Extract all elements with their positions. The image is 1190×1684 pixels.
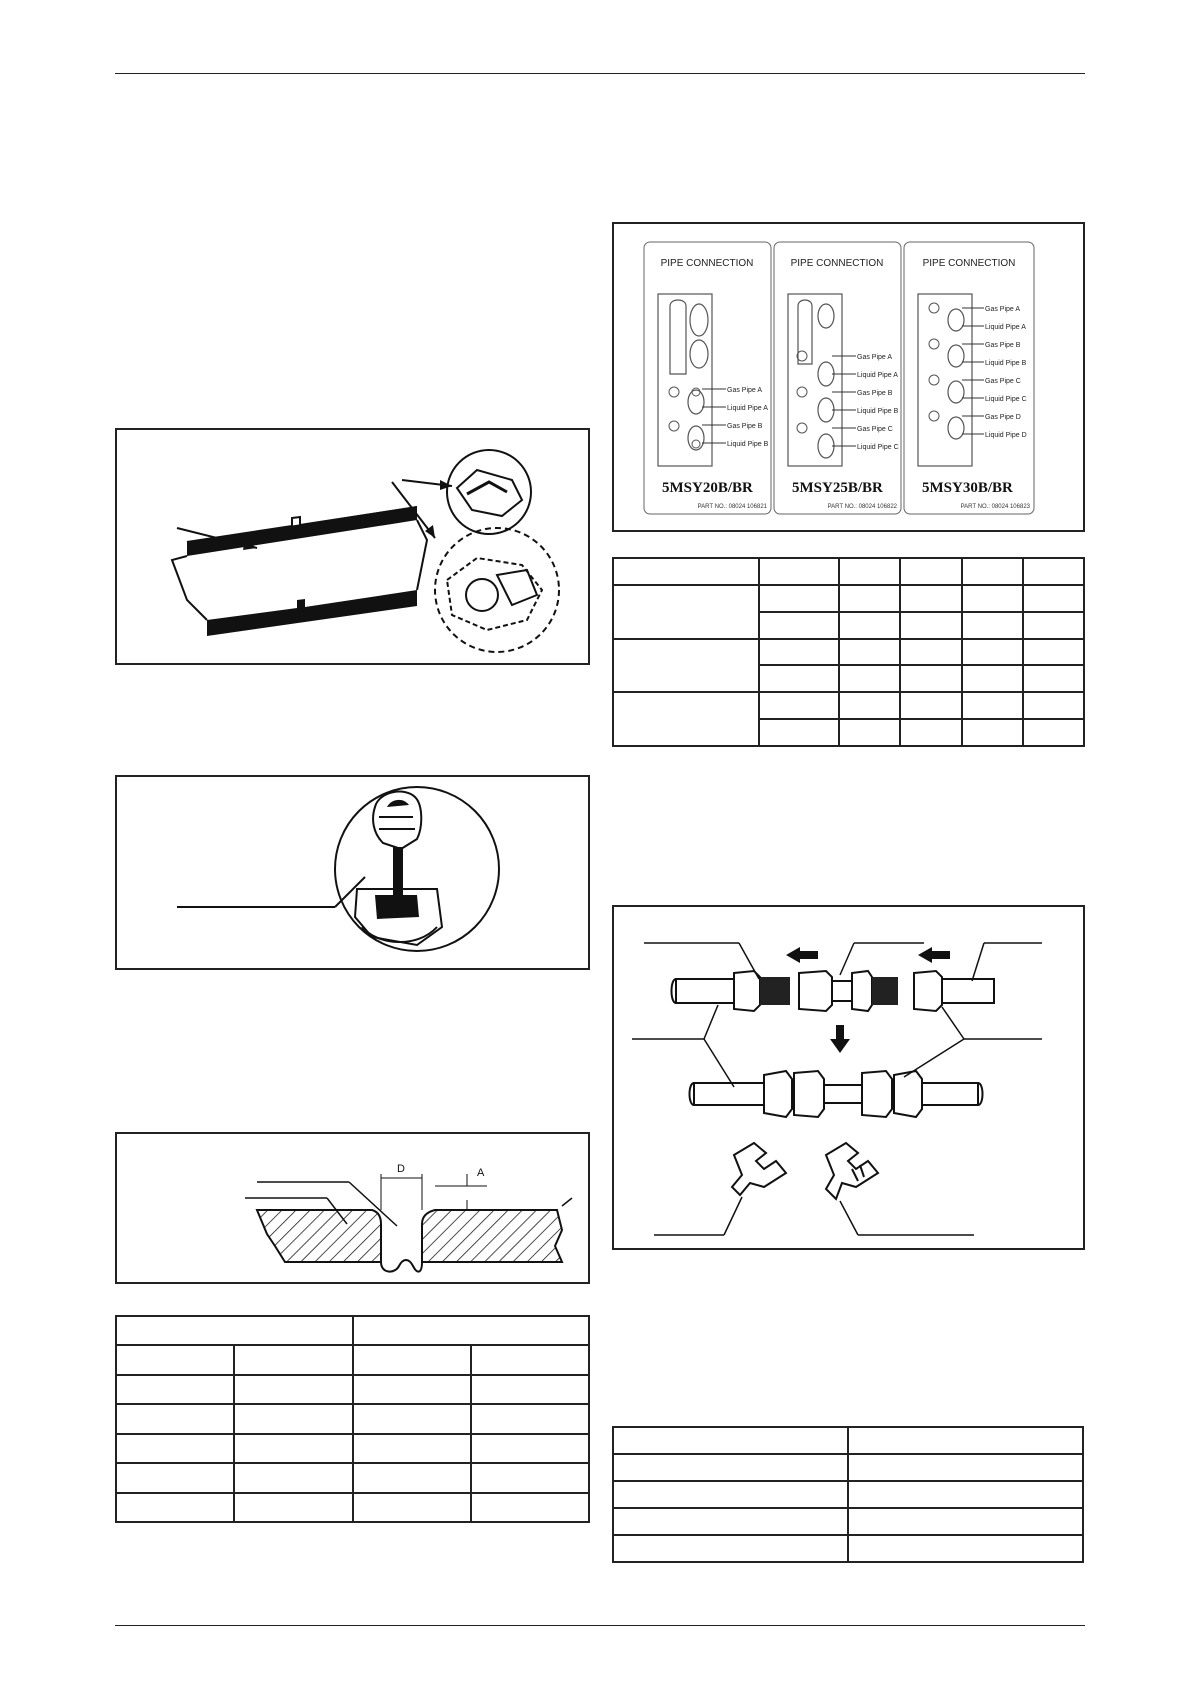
port-label: Liquid Pipe B [727, 441, 769, 448]
footer-rule [115, 1625, 1085, 1626]
table-row [613, 1481, 1083, 1508]
model-name: 5MSY20B/BR [662, 480, 753, 496]
table-cell [613, 639, 759, 693]
part-number: PART NO.: 08024 106821 [697, 504, 767, 510]
port-label: Liquid Pipe B [985, 360, 1027, 367]
table-row [613, 1427, 1083, 1454]
table-cell [471, 1463, 589, 1492]
torque-table [612, 1426, 1084, 1563]
table-cell [848, 1481, 1083, 1508]
table-cell [759, 585, 839, 612]
flare-dimension-figure [115, 1132, 590, 1284]
table-cell [759, 558, 839, 585]
table-row [613, 1535, 1083, 1562]
table-row [116, 1375, 589, 1404]
table-cell [116, 1463, 234, 1492]
model-name: 5MSY30B/BR [922, 480, 1013, 496]
table-cell [353, 1404, 471, 1433]
table-cell [759, 612, 839, 639]
port-label: Liquid Pipe A [727, 405, 768, 412]
pipe-cutting-figure [115, 428, 590, 665]
port-label: Gas Pipe B [857, 390, 893, 397]
table-cell [848, 1427, 1083, 1454]
table-cell [116, 1404, 234, 1433]
table-cell [234, 1493, 352, 1522]
table-row [116, 1345, 589, 1374]
port-label: Gas Pipe C [857, 426, 893, 433]
table-cell [839, 665, 900, 692]
part-number: PART NO.: 08024 106822 [827, 504, 897, 510]
table-cell [613, 585, 759, 639]
port-label: Gas Pipe B [727, 423, 763, 430]
table-row [613, 692, 1084, 719]
table-cell [353, 1493, 471, 1522]
table-cell [848, 1508, 1083, 1535]
port-label: Gas Pipe B [985, 342, 1021, 349]
port-label: Gas Pipe A [857, 354, 893, 361]
table-cell [1023, 639, 1084, 666]
table-cell [1023, 665, 1084, 692]
table-cell [900, 612, 961, 639]
table-cell [839, 719, 900, 746]
table-cell [471, 1404, 589, 1433]
flare-nut-connection-illustration [614, 907, 1087, 1252]
deburring-illustration [117, 777, 592, 972]
table-cell [353, 1375, 471, 1404]
table-cell [1023, 719, 1084, 746]
table-cell [962, 665, 1023, 692]
table-cell [839, 612, 900, 639]
panel-heading: PIPE CONNECTION [790, 258, 884, 269]
table-cell [962, 719, 1023, 746]
port-label: Gas Pipe A [727, 387, 763, 394]
table-cell [900, 558, 961, 585]
table-row [116, 1434, 589, 1463]
part-number: PART NO.: 08024 106823 [960, 504, 1030, 510]
table-cell [759, 665, 839, 692]
table-cell [613, 1454, 848, 1481]
port-label: Gas Pipe C [985, 378, 1021, 385]
table-cell [234, 1404, 352, 1433]
table-row [613, 1508, 1083, 1535]
pipe-size-table [612, 557, 1085, 747]
table-cell [116, 1316, 353, 1345]
table-cell [839, 639, 900, 666]
table-cell [353, 1316, 590, 1345]
table-cell [900, 665, 961, 692]
table-cell [116, 1345, 234, 1374]
table-cell [759, 639, 839, 666]
table-row [116, 1493, 589, 1522]
pipe-connection-labels [614, 224, 1087, 534]
pipe-connection-figure [612, 222, 1085, 532]
table-row [613, 1454, 1083, 1481]
table-cell [613, 692, 759, 746]
table-cell [962, 612, 1023, 639]
table-cell [613, 1481, 848, 1508]
table-cell [900, 639, 961, 666]
flare-dimension-illustration [117, 1134, 592, 1286]
deburring-figure [115, 775, 590, 970]
table-cell [613, 1535, 848, 1562]
table-cell [613, 1508, 848, 1535]
table-cell [839, 558, 900, 585]
table-row [613, 639, 1084, 666]
table-row [116, 1463, 589, 1492]
table-cell [353, 1434, 471, 1463]
table-cell [900, 719, 961, 746]
table-cell [900, 585, 961, 612]
table-row [613, 558, 1084, 585]
port-label: Liquid Pipe A [985, 324, 1026, 331]
table-cell [962, 558, 1023, 585]
table-cell [839, 692, 900, 719]
port-label: Gas Pipe D [985, 414, 1021, 421]
table-cell [848, 1535, 1083, 1562]
table-cell [962, 692, 1023, 719]
table-cell [613, 558, 759, 585]
table-cell [471, 1434, 589, 1463]
flare-size-table [115, 1315, 590, 1523]
table-cell [613, 1427, 848, 1454]
table-cell [1023, 585, 1084, 612]
port-label: Liquid Pipe B [857, 408, 899, 415]
port-label: Liquid Pipe D [985, 432, 1027, 439]
table-cell [900, 692, 961, 719]
table-cell [1023, 558, 1084, 585]
header-rule [115, 73, 1085, 74]
table-cell [116, 1434, 234, 1463]
table-row [116, 1404, 589, 1433]
table-cell [471, 1493, 589, 1522]
table-cell [1023, 612, 1084, 639]
table-cell [116, 1375, 234, 1404]
table-cell [234, 1345, 352, 1374]
table-cell [353, 1463, 471, 1492]
dimension-d-label: D [397, 1163, 405, 1175]
port-label: Liquid Pipe C [985, 396, 1027, 403]
table-cell [471, 1375, 589, 1404]
table-cell [234, 1463, 352, 1492]
table-cell [839, 585, 900, 612]
pipe-cutting-illustration [117, 430, 592, 667]
dimension-a-label: A [477, 1167, 485, 1179]
table-cell [116, 1493, 234, 1522]
table-cell [848, 1454, 1083, 1481]
model-name: 5MSY25B/BR [792, 480, 883, 496]
table-cell [962, 585, 1023, 612]
table-row [613, 585, 1084, 612]
table-cell [759, 692, 839, 719]
table-cell [759, 719, 839, 746]
port-label: Gas Pipe A [985, 306, 1021, 313]
port-label: Liquid Pipe A [857, 372, 898, 379]
flare-nut-connection-figure [612, 905, 1085, 1250]
panel-heading: PIPE CONNECTION [922, 258, 1016, 269]
table-cell [471, 1345, 589, 1374]
panel-heading: PIPE CONNECTION [660, 258, 754, 269]
table-cell [962, 639, 1023, 666]
table-cell [353, 1345, 471, 1374]
table-row [116, 1316, 589, 1345]
table-cell [234, 1434, 352, 1463]
table-cell [1023, 692, 1084, 719]
port-label: Liquid Pipe C [857, 444, 899, 451]
table-cell [234, 1375, 352, 1404]
